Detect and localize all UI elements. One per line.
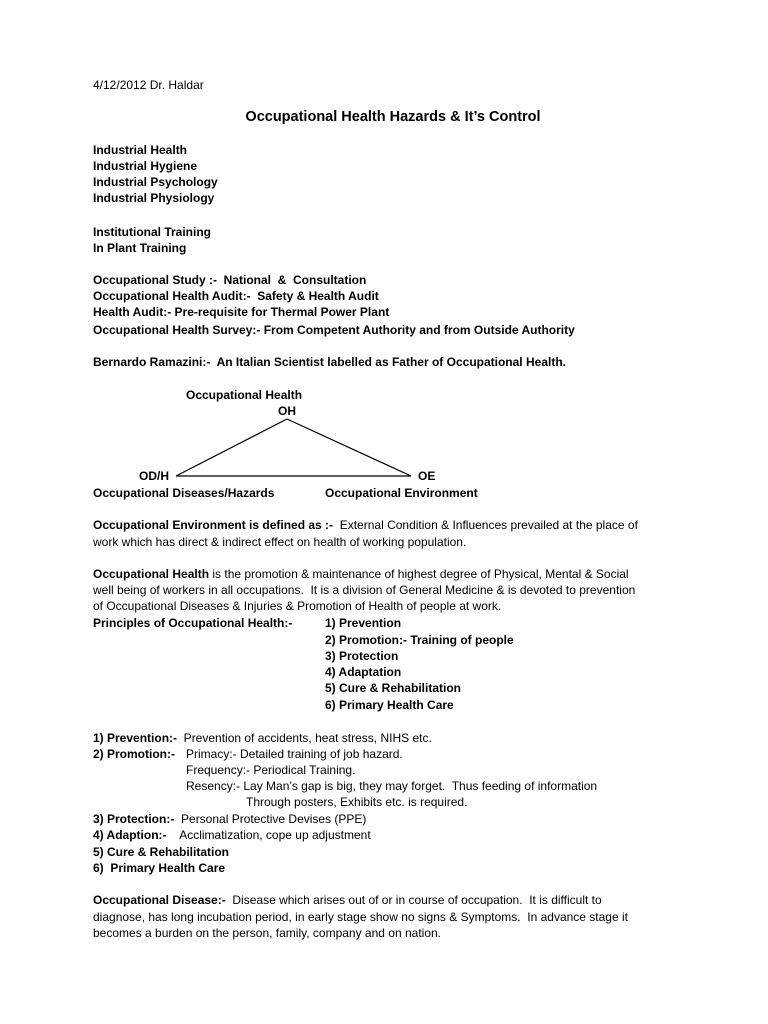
triangle-right-edge	[287, 419, 411, 476]
detail-adaption: 4) Adaption:- Acclimatization, cope up adjustment	[93, 828, 371, 842]
oh-def-line1: Occupational Health is the promotion & maintenance of highest degree of Physical, Mental & Social	[93, 567, 629, 581]
oh-def-line2: well being of workers in all occupations. It is a division of General Medicine & is devoted to prevention	[93, 583, 636, 597]
definition-line: Occupational Health Audit:- Safety & Health Audit	[93, 289, 379, 303]
list-item: Institutional Training	[93, 225, 211, 239]
page-title: Occupational Health Hazards & It’s Control	[245, 109, 541, 125]
definition-line: Occupational Health Survey:- From Competent Authority and from Outside Authority	[93, 323, 575, 337]
detail-resency: Resency:- Lay Man’s gap is big, they may forget. Thus feeding of information	[186, 779, 598, 793]
principle-item: 4) Adaptation	[325, 665, 402, 679]
list-item: In Plant Training	[93, 241, 187, 255]
diagram-left-abbr: OD/H	[139, 469, 169, 483]
disease-line2: diagnose, has long incubation period, in early stage show no signs & Symptoms. In advance stage it	[93, 910, 628, 924]
definition-line: Health Audit:- Pre-requisite for Thermal Power Plant	[93, 305, 390, 319]
diagram-right-abbr: OE	[418, 469, 436, 483]
principle-item: 5) Cure & Rehabilitation	[325, 681, 462, 695]
principle-item: 3) Protection	[325, 649, 399, 663]
detail-protection: 3) Protection:- Personal Protective Devises (PPE)	[93, 812, 367, 826]
list-item: Industrial Physiology	[93, 191, 215, 205]
env-def-line2: work which has direct & indirect effect on health of working population.	[93, 535, 467, 549]
oh-def-line3: of Occupational Diseases & Injuries & Promotion of Health of people at work.	[93, 599, 502, 613]
principle-item: 6) Primary Health Care	[325, 698, 454, 712]
list-item: Industrial Health	[93, 143, 188, 157]
diagram-left-label: Occupational Diseases/Hazards	[93, 486, 275, 500]
list-item: Industrial Hygiene	[93, 159, 198, 173]
diagram-top-abbr: OH	[278, 404, 296, 418]
triangle-left-edge	[176, 419, 287, 476]
detail-cure: 5) Cure & Rehabilitation	[93, 845, 230, 859]
definition-line: Occupational Study :- National & Consultation	[93, 273, 367, 287]
list-item: Industrial Psychology	[93, 175, 218, 189]
detail-prevention: 1) Prevention:- Prevention of accidents, heat stress, NIHS etc.	[93, 731, 432, 745]
detail-phc: 6) Primary Health Care	[93, 861, 226, 875]
ramazini-line: Bernardo Ramazini:- An Italian Scientist labelled as Father of Occupational Health.	[93, 355, 566, 369]
principle-item: 2) Promotion:- Training of people	[325, 633, 514, 647]
diagram-right-label: Occupational Environment	[325, 486, 478, 500]
diagram-top-label: Occupational Health	[186, 388, 303, 402]
disease-line1: Occupational Disease:- Disease which arises out of or in course of occupation. It is difficult to	[93, 893, 602, 907]
date-author-line: 4/12/2012 Dr. Haldar	[93, 78, 204, 92]
detail-promotion-label: 2) Promotion:-	[93, 747, 175, 761]
principles-heading: Principles of Occupational Health:-	[93, 616, 293, 630]
detail-primacy: Primacy:- Detailed training of job hazard.	[186, 747, 403, 761]
detail-frequency: Frequency:- Periodical Training.	[186, 763, 356, 777]
principle-item: 1) Prevention	[325, 616, 402, 630]
detail-resency-cont: Through posters, Exhibits etc. is required.	[246, 795, 468, 809]
disease-line3: becomes a burden on the person, family, company and on nation.	[93, 926, 441, 940]
env-def-line1: Occupational Environment is defined as :- External Condition & Influences prevailed at the place of	[93, 518, 638, 532]
